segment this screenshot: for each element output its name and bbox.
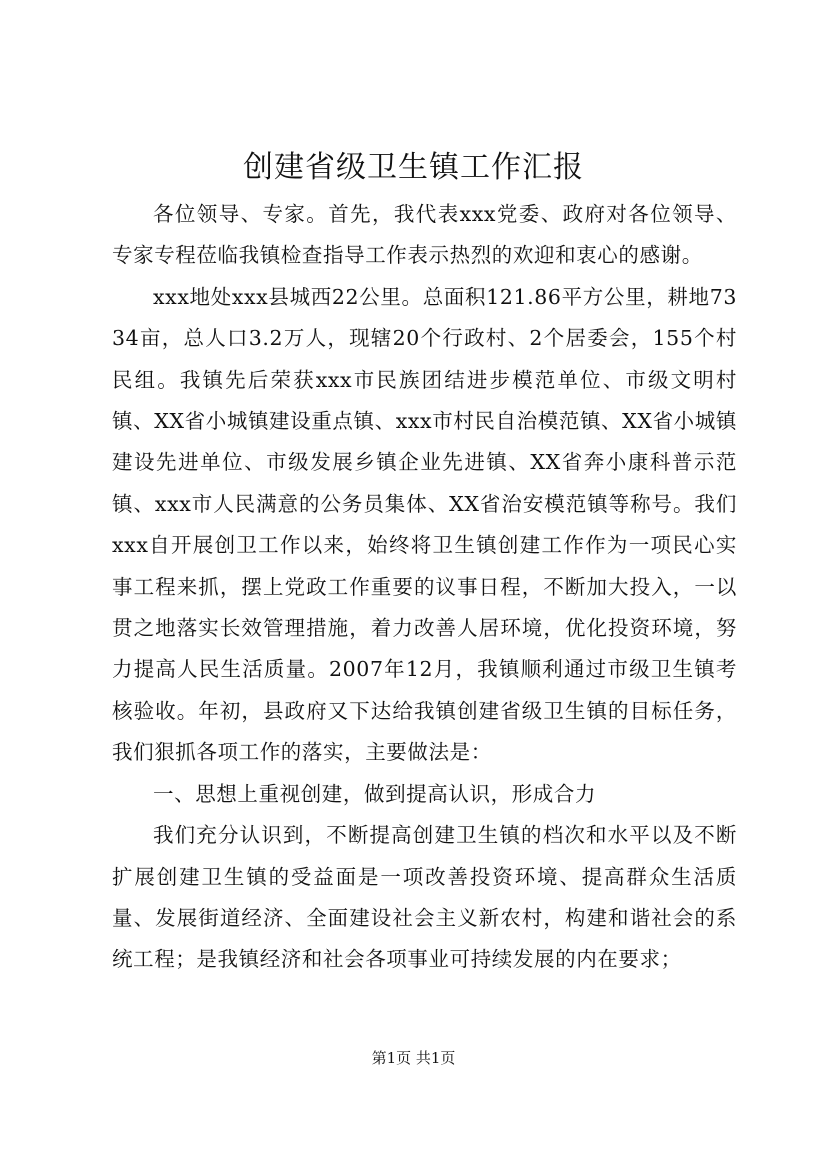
paragraph-awareness: 我们充分认识到，不断提高创建卫生镇的档次和水平以及不断扩展创建卫生镇的受益面是一项改善投资环境、提高群众生活质量、发展街道经济、全面建设社会主义新农村，构建和谐社会的系统工程；是我镇经济和社会各项事业可持续发展的内在要求； <box>112 823 737 972</box>
paragraph-greeting: 各位领导、专家。首先，我代表xxx党委、政府对各位领导、专家专程莅临我镇检查指导工作表示热烈的欢迎和衷心的感谢。 <box>112 202 737 268</box>
paragraph-overview: xxx地处xxx县城西22公里。总面积121.86平方公里，耕地7334亩，总人口3.2万人，现辖20个行政村、2个居委会，155个村民组。我镇先后荣获xxx市民族团结进步模范单位、市级文明村镇、XX省小城镇建设重点镇、xxx市村民自治模范镇、XX省小城镇建设先进单位、市级发展乡镇企业先进镇、XX省奔小康科普示范镇、xxx市人民满意的公务员集体、XX省治安模范镇等称号。我们xxx自开展创卫工作以来，始终将卫生镇创建工作作为一项民心实事工程来抓，摆上党政工作重要的议事日程，不断加大投入，一以贯之地落实长效管理措施，着力改善人居环境，优化投资环境，努力提高人民生活质量。2007年12月，我镇顺利通过市级卫生镇考核验收。年初，县政府又下达给我镇创建省级卫生镇的目标任务，我们狠抓各项工作的落实，主要做法是： <box>112 284 737 765</box>
page-footer: 第1页 共1页 <box>371 1049 456 1067</box>
document-title: 创建省级卫生镇工作汇报 <box>243 150 584 185</box>
section-heading: 一、思想上重视创建，做到提高认识，形成合力 <box>153 781 597 806</box>
document-body <box>112 194 737 981</box>
